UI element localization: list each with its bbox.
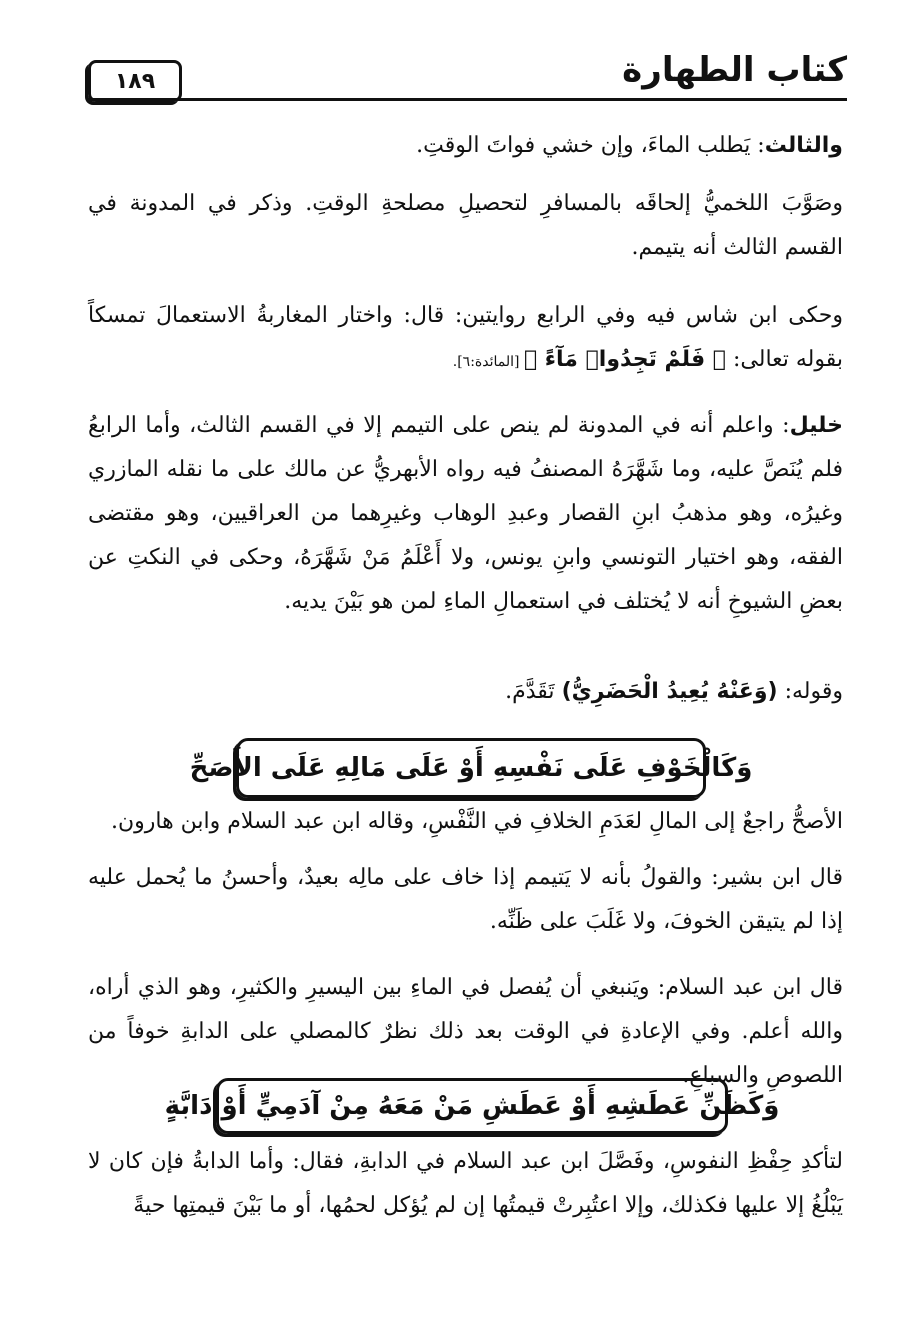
quran-verse: ﴿ فَلَمْ تَجِدُوا۟ مَآءً ﴾ <box>523 347 726 372</box>
paragraph <box>88 182 843 270</box>
paragraph-text: : واعلم أنه في المدونة لم ينص على التيمم إلا في القسم الثالث، وأما الرابعُ فلم يُنَصَّ عليه، وما شَهَّرَهُ المصنفُ فيه رواه الأبهريُّ عن مالك على ما نقله المازري وغيرُه، وهو مذهبُ ابنِ القصار وعبدِ الوهاب وغيرِهما من العراقيين، وهو مقتضى الفقه، وهو اختيار التونسي وابنِ يونس، ولا أَعْلَمُ مَنْ شَهَّرَهُ، وحكى في النكتِ عن بعضِ الشيوخِ أنه لا يُختلف في استعمالِ الماءِ لمن هو بَيْنَ يديه. <box>88 413 843 614</box>
paragraph-text: : يَطلب الماءَ، وإن خشي فواتَ الوقتِ. <box>416 133 765 158</box>
paragraph <box>88 404 843 624</box>
paragraph-text: وحكى ابن شاس فيه وفي الرابع روايتين: قال: واختار المغاربةُ الاستعمالَ تمسكاً بقوله تعالى: <box>88 303 843 372</box>
paragraph-lead: والثالث <box>764 133 843 158</box>
paragraph <box>88 670 843 714</box>
matn-quote: (وَعَنْهُ يُعِيدُ الْحَضَرِيُّ) <box>561 679 778 704</box>
paragraph <box>88 1140 843 1228</box>
matn-box: وَكَالْخَوْفِ عَلَى نَفْسِهِ أَوْ عَلَى مَالِهِ عَلَى الأَصَحِّ <box>236 738 706 798</box>
paragraph-text: لتأكدِ حِفْظِ النفوسِ، وفَصَّلَ ابن عبد السلام في الدابةِ، فقال: وأما الدابةُ فإن كان لا يَبْلُغُ إلا عليها فكذلك، وإلا اعتُبِرتْ قيمتُها إن لم يُؤكل لحمُها، أو ما بَيْنَ قيمتِها حيةً <box>88 1149 843 1218</box>
paragraph-text: الأصحُّ راجعٌ إلى المالِ لعَدَمِ الخلافِ في النَّفْسِ، وقاله ابن عبد السلام وابن هارون. <box>110 809 843 834</box>
page-number: ١٨٩ <box>88 60 182 102</box>
paragraph <box>88 856 843 944</box>
paragraph-text: تَقَدَّمَ. <box>505 679 562 704</box>
paragraph-text: قال ابن بشير: والقولُ بأنه لا يَتيمم إذا خاف على مالِه بعيدٌ، وأحسنُ ما يُحمل عليه إذا لم يتيقن الخوفَ، ولا غَلَبَ على ظَنِّه. <box>88 865 843 934</box>
paragraph <box>88 294 843 384</box>
verse-reference: [المائدة:٦]. <box>452 354 524 370</box>
matn-box: وَكَظَنِّ عَطَشِهِ أَوْ عَطَشِ مَنْ مَعَهُ مِنْ آدَمِيٍّ أَوْ دَابَّةٍ <box>216 1078 728 1134</box>
paragraph-text: قال ابن عبد السلام: ويَنبغي أن يُفصل في الماءِ بين اليسيرِ والكثيرِ، وهو الذي أراه، والله أعلم. وفي الإعادةِ في الوقت بعد ذلك نظرٌ كالمصلي على الدابةِ خوفاً من اللصوصِ والسباعِ. <box>88 975 843 1088</box>
paragraph <box>88 800 843 844</box>
header-divider <box>88 98 847 101</box>
paragraph-lead: خليل <box>789 413 844 438</box>
paragraph <box>88 124 843 168</box>
paragraph-text: وقوله: <box>777 679 843 704</box>
running-header <box>88 46 847 104</box>
paragraph-text: وصَوَّبَ اللخميُّ إلحاقَه بالمسافرِ لتحصيلِ مصلحةِ الوقتِ. وذكر في المدونة في القسم الثالث أنه يتيمم. <box>88 191 843 260</box>
book-title: كتاب الطهارة <box>622 50 847 90</box>
